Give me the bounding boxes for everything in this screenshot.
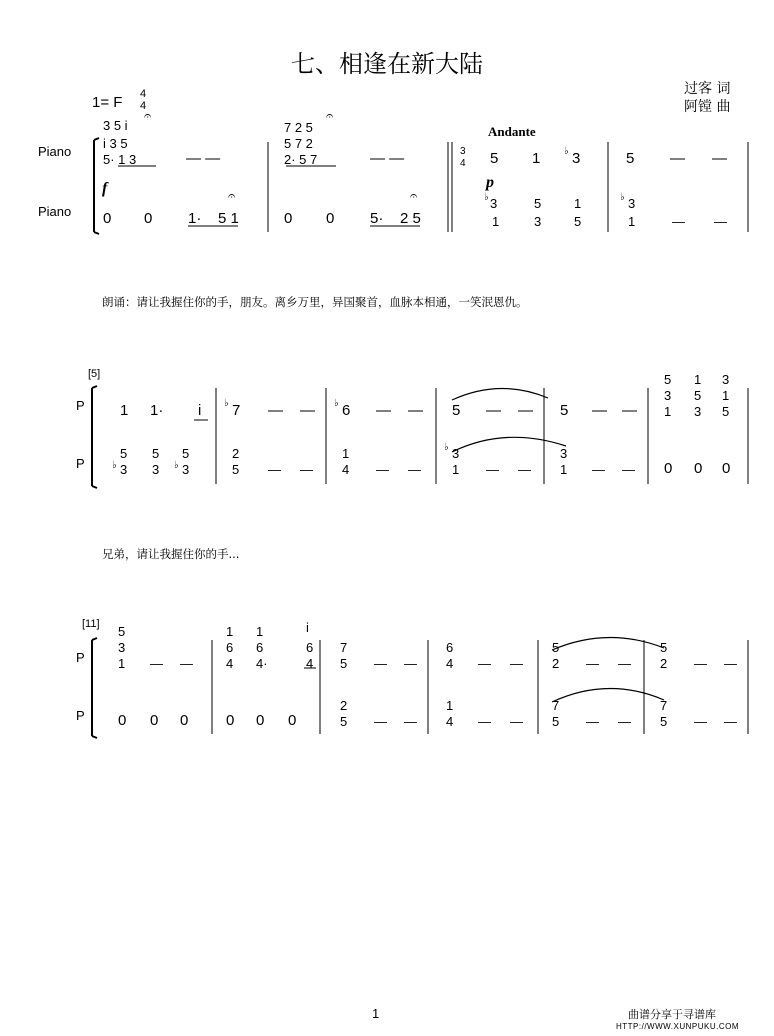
note: 1 bbox=[226, 624, 234, 639]
note: 5 bbox=[560, 402, 569, 419]
note: 3 bbox=[534, 214, 542, 229]
note: 5 bbox=[340, 714, 348, 729]
note: 3 bbox=[452, 446, 460, 461]
note: 1· bbox=[188, 210, 202, 227]
note: 4 bbox=[226, 656, 234, 671]
note: 5 bbox=[574, 214, 582, 229]
key-signature: 1= F bbox=[92, 94, 123, 111]
note: 3 bbox=[628, 196, 636, 211]
note: 5 bbox=[552, 714, 560, 729]
note: — bbox=[374, 656, 387, 671]
note: 0 bbox=[722, 460, 731, 477]
note: 2 bbox=[340, 698, 348, 713]
note: 4 bbox=[342, 462, 350, 477]
note: — bbox=[376, 462, 389, 477]
tempo-marking: Andante bbox=[488, 124, 536, 139]
chord-top-note: 7 2 5 bbox=[284, 120, 313, 135]
chord-mid-note: 5 7 2 bbox=[284, 136, 313, 151]
note: 0 bbox=[150, 712, 159, 729]
note: 2 bbox=[660, 656, 668, 671]
note: — bbox=[376, 402, 391, 419]
note: 5 bbox=[118, 624, 126, 639]
note: — bbox=[510, 656, 523, 671]
note: 3 bbox=[560, 446, 568, 461]
fermata-icon: 𝄐 bbox=[410, 188, 418, 203]
note: 3 bbox=[572, 150, 581, 167]
note: 5 bbox=[120, 446, 128, 461]
note: 0 bbox=[284, 210, 293, 227]
note: — bbox=[180, 656, 193, 671]
note: 5 1 bbox=[218, 210, 239, 227]
note: 3 bbox=[490, 196, 498, 211]
note: 5 bbox=[232, 462, 240, 477]
note: — bbox=[518, 462, 531, 477]
note: 5 bbox=[182, 446, 190, 461]
time-signature-top: 4 bbox=[140, 88, 147, 100]
instrument-label-upper: P bbox=[76, 398, 85, 413]
note: 6 bbox=[342, 402, 351, 419]
note: — bbox=[478, 714, 491, 729]
note: 6 bbox=[306, 640, 314, 655]
note: 1 bbox=[628, 214, 636, 229]
note: — bbox=[300, 462, 313, 477]
note: 1 bbox=[492, 214, 500, 229]
note: 4 bbox=[446, 656, 454, 671]
lyricist-credit: 过客 词 bbox=[684, 81, 731, 97]
note: — bbox=[586, 714, 599, 729]
instrument-label-upper: Piano bbox=[38, 144, 72, 159]
page-number: 1 bbox=[372, 1006, 380, 1021]
chord-mid-note: i 3 5 bbox=[103, 136, 128, 151]
note: 6 bbox=[226, 640, 234, 655]
footer-url[interactable]: HTTP://WWW.XUNPUKU.COM bbox=[616, 1022, 739, 1031]
note: — bbox=[714, 214, 727, 229]
note: 0 bbox=[103, 210, 112, 227]
note: 1 bbox=[452, 462, 460, 477]
note: — bbox=[724, 656, 737, 671]
recitation-text: 兄弟，请让我握住你的手... bbox=[102, 547, 240, 561]
note: 5· bbox=[370, 210, 384, 227]
note: — bbox=[486, 462, 499, 477]
note: 2 bbox=[232, 446, 240, 461]
note: 3 bbox=[118, 640, 126, 655]
note: — bbox=[404, 714, 417, 729]
note: — bbox=[518, 402, 533, 419]
note: — bbox=[510, 714, 523, 729]
note: 0 bbox=[226, 712, 235, 729]
sustain-dashes: — — bbox=[186, 150, 221, 167]
note: 3 bbox=[694, 404, 702, 419]
note: 5 bbox=[660, 640, 668, 655]
note: 1 bbox=[664, 404, 672, 419]
note: 3 bbox=[152, 462, 160, 477]
fermata-icon: 𝄐 bbox=[326, 108, 334, 123]
note: — bbox=[622, 402, 637, 419]
note: — bbox=[622, 462, 635, 477]
note: — bbox=[724, 714, 737, 729]
note: 1 bbox=[120, 402, 129, 419]
flat-icon: ♭ bbox=[444, 442, 449, 453]
note: 3 bbox=[722, 372, 730, 387]
note: 1· bbox=[150, 402, 164, 419]
note: 1 bbox=[446, 698, 454, 713]
page-title: 七、相逢在新大陆 bbox=[291, 50, 483, 78]
note: 1 bbox=[574, 196, 582, 211]
note: 7 bbox=[552, 698, 560, 713]
note: 5 bbox=[722, 404, 730, 419]
dynamic-piano: p bbox=[486, 174, 494, 191]
note: 1 bbox=[560, 462, 568, 477]
note: 6 bbox=[446, 640, 454, 655]
fermata-icon: 𝄐 bbox=[144, 108, 152, 123]
time-signature-bottom: 4 bbox=[140, 100, 147, 112]
flat-icon: ♭ bbox=[564, 146, 569, 157]
note: 5 bbox=[664, 372, 672, 387]
note: 0 bbox=[694, 460, 703, 477]
note: 5 bbox=[552, 640, 560, 655]
note: 3 bbox=[664, 388, 672, 403]
note: i bbox=[198, 402, 202, 419]
note: — bbox=[300, 402, 315, 419]
note: — bbox=[408, 462, 421, 477]
note: 5 bbox=[694, 388, 702, 403]
note: 7 bbox=[232, 402, 241, 419]
instrument-label-lower: Piano bbox=[38, 204, 72, 219]
note: 5 bbox=[152, 446, 160, 461]
note: 1 bbox=[722, 388, 730, 403]
fermata-icon: 𝄐 bbox=[228, 188, 236, 203]
note: 0 bbox=[256, 712, 265, 729]
footer-source-text: 曲谱分享于寻谱库 bbox=[628, 1008, 716, 1021]
rehearsal-mark: [5] bbox=[88, 368, 101, 380]
note: — bbox=[670, 150, 685, 167]
note: — bbox=[268, 462, 281, 477]
note: 4 bbox=[446, 714, 454, 729]
note: 5 bbox=[660, 714, 668, 729]
chord-top-note: 3 5 i bbox=[103, 118, 128, 133]
rehearsal-mark: [11] bbox=[82, 618, 100, 630]
note: — bbox=[592, 462, 605, 477]
note: — bbox=[694, 714, 707, 729]
flat-icon: ♭ bbox=[484, 192, 489, 203]
note: 5 bbox=[490, 150, 499, 167]
note: 0 bbox=[180, 712, 189, 729]
recitation-text: 朗诵：请让我握住你的手，朋友。离乡万里，异国聚首，血脉本相通，一笑泯恩仇。 bbox=[102, 295, 528, 309]
note: i bbox=[306, 620, 309, 635]
note: 2 5 bbox=[400, 210, 421, 227]
note: — bbox=[712, 150, 727, 167]
note: — bbox=[672, 214, 685, 229]
instrument-label-lower: P bbox=[76, 708, 85, 723]
flat-icon: ♭ bbox=[224, 398, 229, 409]
time-sig-bottom: 4 bbox=[460, 158, 466, 169]
chord-low-note: 5· 1 3 bbox=[103, 152, 137, 167]
note: 5 bbox=[534, 196, 542, 211]
flat-icon: ♭ bbox=[112, 460, 117, 471]
note: 5 bbox=[340, 656, 348, 671]
note: 1 bbox=[118, 656, 126, 671]
note: 0 bbox=[118, 712, 127, 729]
note: — bbox=[592, 402, 607, 419]
note: 7 bbox=[340, 640, 348, 655]
note: — bbox=[374, 714, 387, 729]
note: — bbox=[486, 402, 501, 419]
note: — bbox=[150, 656, 163, 671]
note: 1 bbox=[342, 446, 350, 461]
note: 2 bbox=[552, 656, 560, 671]
note: 0 bbox=[664, 460, 673, 477]
note: — bbox=[268, 402, 283, 419]
note: 1 bbox=[694, 372, 702, 387]
note: 0 bbox=[144, 210, 153, 227]
flat-icon: ♭ bbox=[174, 460, 179, 471]
note: — bbox=[618, 714, 631, 729]
note: — bbox=[478, 656, 491, 671]
instrument-label-upper: P bbox=[76, 650, 85, 665]
instrument-label-lower: P bbox=[76, 456, 85, 471]
note: 5 bbox=[452, 402, 461, 419]
note: 1 bbox=[532, 150, 541, 167]
chord-low-note: 2· 5 7 bbox=[284, 152, 318, 167]
note: 6 bbox=[256, 640, 264, 655]
time-sig-top: 3 bbox=[460, 146, 466, 157]
note: 4· bbox=[256, 656, 268, 671]
dynamic-forte: f bbox=[102, 180, 108, 197]
note: 5 bbox=[626, 150, 635, 167]
flat-icon: ♭ bbox=[334, 398, 339, 409]
note: 1 bbox=[256, 624, 264, 639]
note: — bbox=[586, 656, 599, 671]
note: 3 bbox=[120, 462, 128, 477]
note: — bbox=[408, 402, 423, 419]
note: 3 bbox=[182, 462, 190, 477]
note: — bbox=[694, 656, 707, 671]
note: — bbox=[618, 656, 631, 671]
sustain-dashes: — — bbox=[370, 150, 405, 167]
note: — bbox=[404, 656, 417, 671]
note: 4 bbox=[306, 656, 314, 671]
flat-icon: ♭ bbox=[620, 192, 625, 203]
note: 0 bbox=[326, 210, 335, 227]
note: 7 bbox=[660, 698, 668, 713]
note: 0 bbox=[288, 712, 297, 729]
composer-credit: 阿镗 曲 bbox=[684, 99, 731, 115]
